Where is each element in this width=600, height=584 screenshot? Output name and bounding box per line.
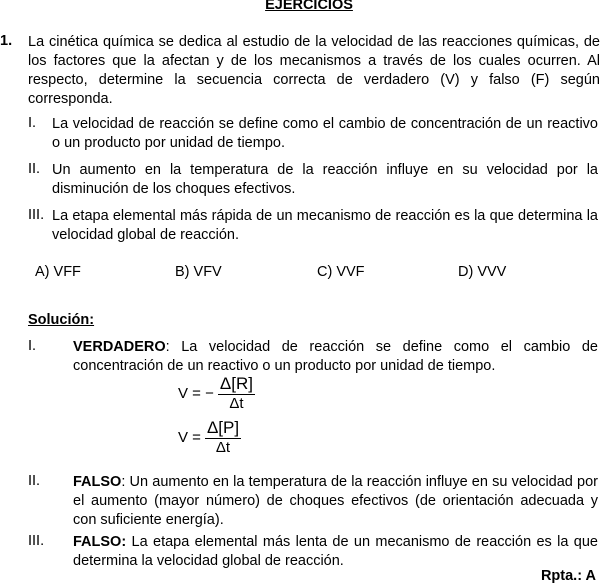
formula-denominator: Δt <box>229 395 244 412</box>
option-b: B) VFV <box>175 264 222 280</box>
question-text: La cinética química se dedica al estudio de la velocidad de las reacciones químicas, de los factores que la afectan y de los mecanismos a través de los cuales ocurren. Al respecto, determine la secuencia correcta de verdadero (V) y falso (F) según corresponda. <box>28 34 600 107</box>
solution-text <box>73 338 598 376</box>
verdict: FALSO <box>73 474 122 490</box>
option-c: C) VVF <box>317 264 365 280</box>
option-d: D) VVV <box>458 264 507 280</box>
page-title: EJERCICIOS <box>265 0 353 13</box>
formula-reactant <box>178 374 255 412</box>
formula-product <box>178 418 241 456</box>
formula-lhs: V = <box>178 428 201 446</box>
answer: Rpta.: A <box>540 568 596 584</box>
option-a: A) VFF <box>35 264 81 280</box>
verdict: FALSO: <box>73 534 127 550</box>
explanation: La etapa elemental más lenta de un mecanismo de reacción es la que determina la velocidad global de reacción. <box>73 534 598 569</box>
verdict: VERDADERO <box>73 339 166 355</box>
statement-label: II. <box>28 161 41 177</box>
formula-denominator: Δt <box>215 439 231 456</box>
solution-label: II. <box>28 473 41 489</box>
solution-text <box>73 473 598 530</box>
formula-lhs: V = − <box>178 384 214 402</box>
formula-numerator: Δ[P] <box>206 418 240 437</box>
statement-text: Un aumento en la temperatura de la reacción influye en su velocidad por la disminución de los choques efectivos. <box>52 162 598 197</box>
formula-numerator: Δ[R] <box>219 374 253 393</box>
question-number: 1. <box>0 33 13 49</box>
statement-text: La velocidad de reacción se define como el cambio de concentración de un reactivo o un producto por unidad de tiempo. <box>52 116 598 151</box>
solution-text <box>73 533 598 571</box>
solution-label: III. <box>28 533 45 549</box>
statement-text: La etapa elemental más rápida de un mecanismo de reacción es la que determina la velocidad global de reacción. <box>52 208 598 243</box>
explanation: : La velocidad de reacción se define como el cambio de concentración de un reactivo o un producto por unidad de tiempo. <box>73 339 598 374</box>
statement-label: III. <box>28 207 45 223</box>
explanation: : Un aumento en la temperatura de la reacción influye en su velocidad por el aumento (mayor número) de choques efectivos (de orientación adecuada y con suficiente energía). <box>73 474 598 528</box>
solution-label: I. <box>28 338 37 354</box>
solution-heading: Solución: <box>28 312 95 328</box>
statement-label: I. <box>28 115 37 131</box>
